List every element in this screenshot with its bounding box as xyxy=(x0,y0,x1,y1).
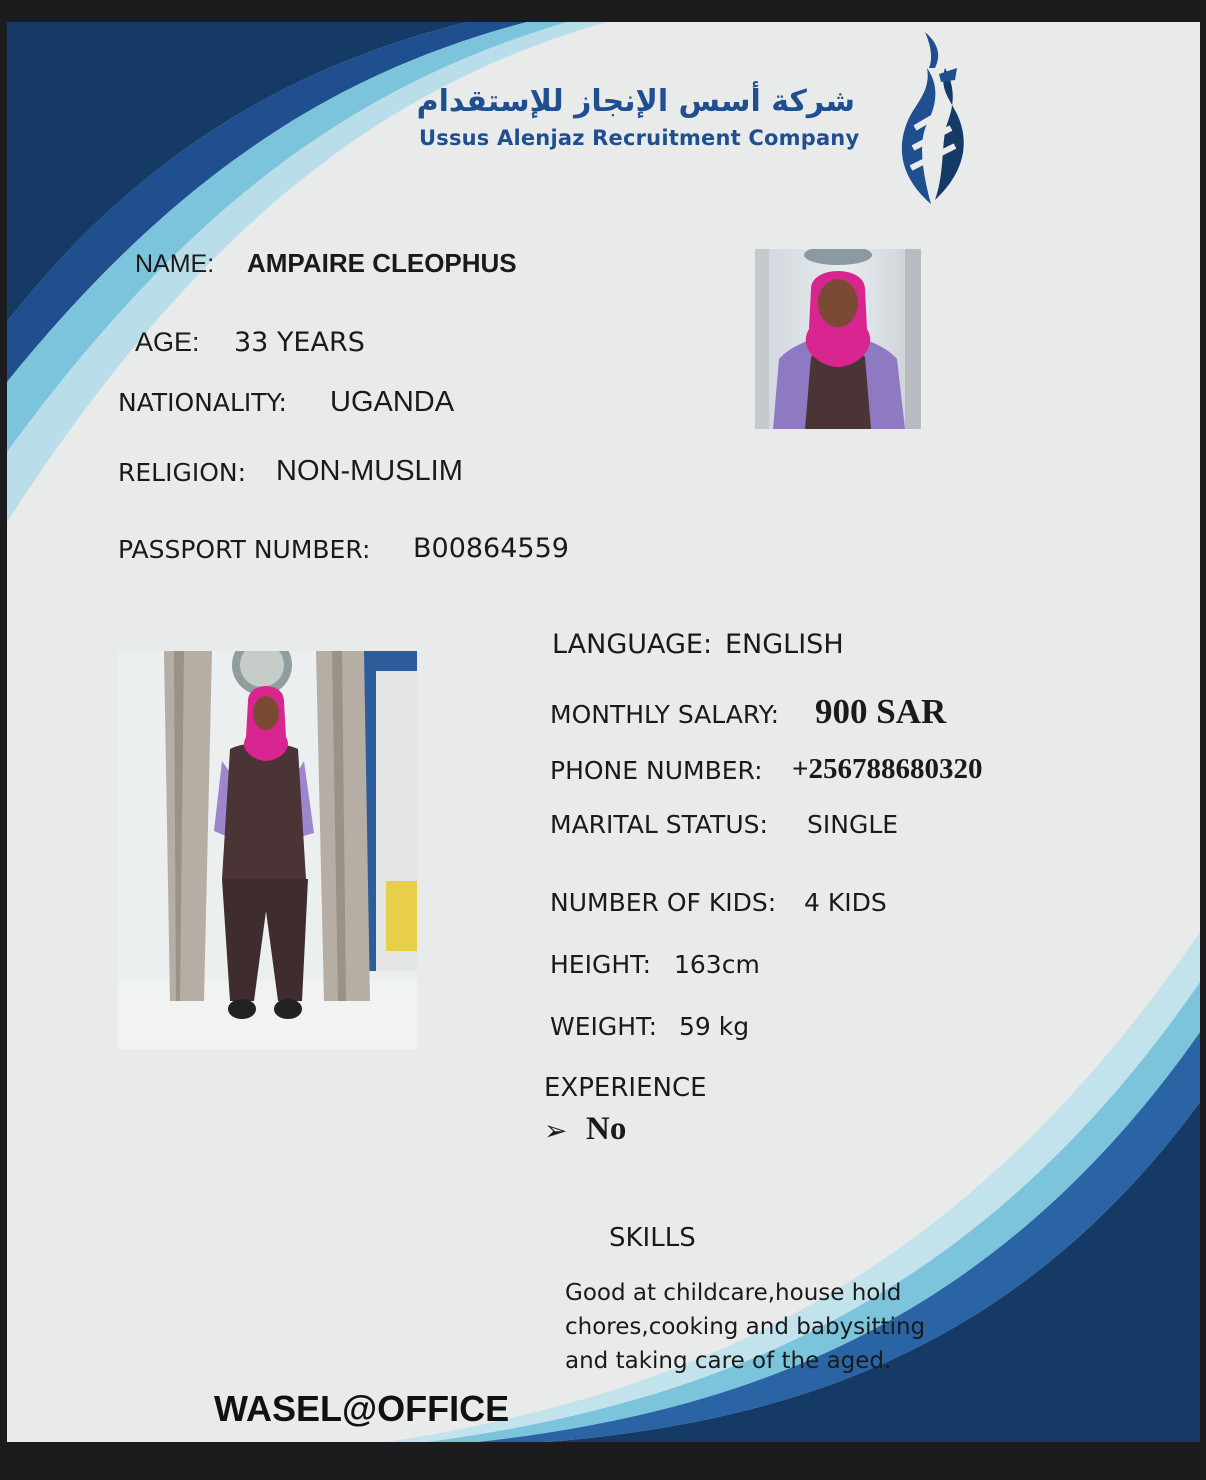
religion-value: NON-MUSLIM xyxy=(276,455,463,487)
name-value: AMPAIRE CLEOPHUS xyxy=(247,248,517,278)
skills-text: Good at childcare,house hold chores,cooking and babysitting and taking care of the aged. xyxy=(565,1280,926,1374)
salary-value: 900 SAR xyxy=(815,692,947,731)
headshot-photo xyxy=(755,249,921,429)
passport-value: B00864559 xyxy=(413,533,569,564)
height-value: 163cm xyxy=(674,950,760,979)
arrow-bullet-icon: ➢ xyxy=(544,1115,568,1146)
language-label: LANGUAGE: xyxy=(552,629,713,660)
weight-label: WEIGHT: xyxy=(550,1012,658,1041)
kids-value: 4 KIDS xyxy=(804,888,887,917)
age-label: AGE: xyxy=(135,327,200,357)
flame-logo-icon xyxy=(891,28,973,208)
company-name-arabic: شركة أسس الإنجاز للإستقدام xyxy=(416,84,855,119)
nationality-value: UGANDA xyxy=(330,386,455,418)
kids-label: NUMBER OF KIDS: xyxy=(550,888,777,917)
weight-value: 59 kg xyxy=(679,1012,750,1041)
salary-label: MONTHLY SALARY: xyxy=(550,700,780,729)
phone-label: PHONE NUMBER: xyxy=(550,756,763,785)
language-value: ENGLISH xyxy=(725,629,844,660)
cv-card xyxy=(7,22,1200,1442)
full-body-photo xyxy=(118,651,417,1049)
marital-label: MARITAL STATUS: xyxy=(550,810,768,839)
experience-title: EXPERIENCE xyxy=(544,1073,707,1103)
footer-office-label: WASEL@OFFICE xyxy=(214,1388,510,1429)
nationality-label: NATIONALITY: xyxy=(118,388,287,417)
skills-title: SKILLS xyxy=(609,1223,696,1253)
passport-label: PASSPORT NUMBER: xyxy=(118,535,371,564)
marital-value: SINGLE xyxy=(807,810,899,839)
company-name-english: Ussus Alenjaz Recruitment Company xyxy=(419,126,860,150)
phone-value: +256788680320 xyxy=(792,753,983,785)
experience-value: No xyxy=(586,1111,627,1147)
name-label: NAME: xyxy=(135,250,215,278)
age-value: 33 YEARS xyxy=(234,327,365,358)
religion-label: RELIGION: xyxy=(118,458,247,487)
height-label: HEIGHT: xyxy=(550,950,652,979)
